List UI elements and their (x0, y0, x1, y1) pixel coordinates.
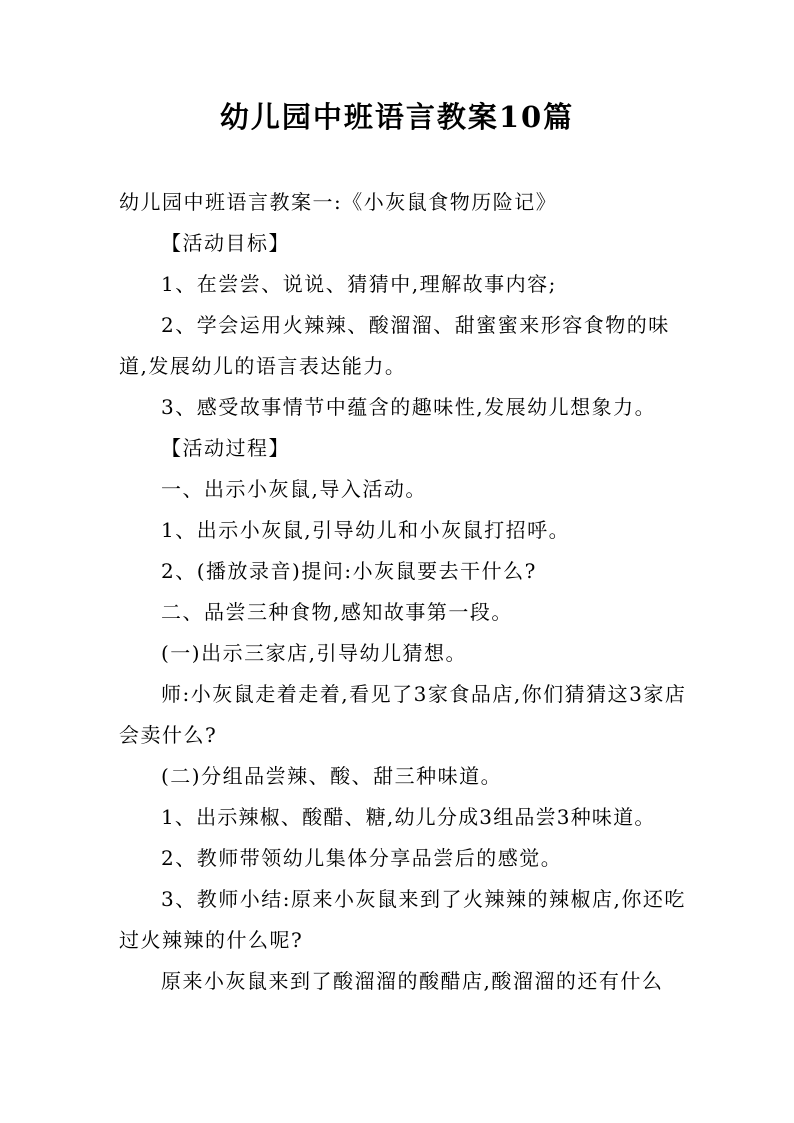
paragraph: 3、教师小结:原来小灰鼠来到了火辣辣的辣椒店,你还吃过火辣辣的什么呢? (119, 887, 686, 952)
paragraph: 师:小灰鼠走着走着,看见了3家食品店,你们猜猜这3家店会卖什么? (119, 682, 687, 747)
section-heading-process: 【活动过程】 (161, 436, 290, 460)
paragraph: 1、在尝尝、说说、猜猜中,理解故事内容; (161, 272, 557, 296)
paragraph: 2、教师带领幼儿集体分享品尝后的感觉。 (161, 846, 563, 870)
paragraph: 一、出示小灰鼠,导入活动。 (161, 477, 427, 501)
paragraph: 1、出示小灰鼠,引导幼儿和小灰鼠打招呼。 (161, 518, 571, 542)
paragraph: 原来小灰鼠来到了酸溜溜的酸醋店,酸溜溜的还有什么 (161, 969, 664, 993)
document-title: 幼儿园中班语言教案10篇 (219, 100, 575, 134)
paragraph: (一)出示三家店,引导幼儿猜想。 (161, 641, 467, 665)
paragraph: 2、(播放录音)提问:小灰鼠要去干什么? (161, 559, 537, 583)
paragraph: 二、品尝三种食物,感知故事第一段。 (161, 600, 513, 624)
lesson-heading: 幼儿园中班语言教案一:《小灰鼠食物历险记》 (119, 190, 558, 214)
paragraph: 2、学会运用火辣辣、酸溜溜、甜蜜蜜来形容食物的味道,发展幼儿的语言表达能力。 (119, 313, 670, 378)
section-heading-goals: 【活动目标】 (161, 231, 290, 255)
document-body (119, 182, 689, 1002)
paragraph: (二)分组品尝辣、酸、甜三种味道。 (161, 764, 503, 788)
paragraph: 1、出示辣椒、酸醋、糖,幼儿分成3组品尝3种味道。 (161, 805, 656, 829)
paragraph: 3、感受故事情节中蕴含的趣味性,发展幼儿想象力。 (161, 395, 657, 419)
